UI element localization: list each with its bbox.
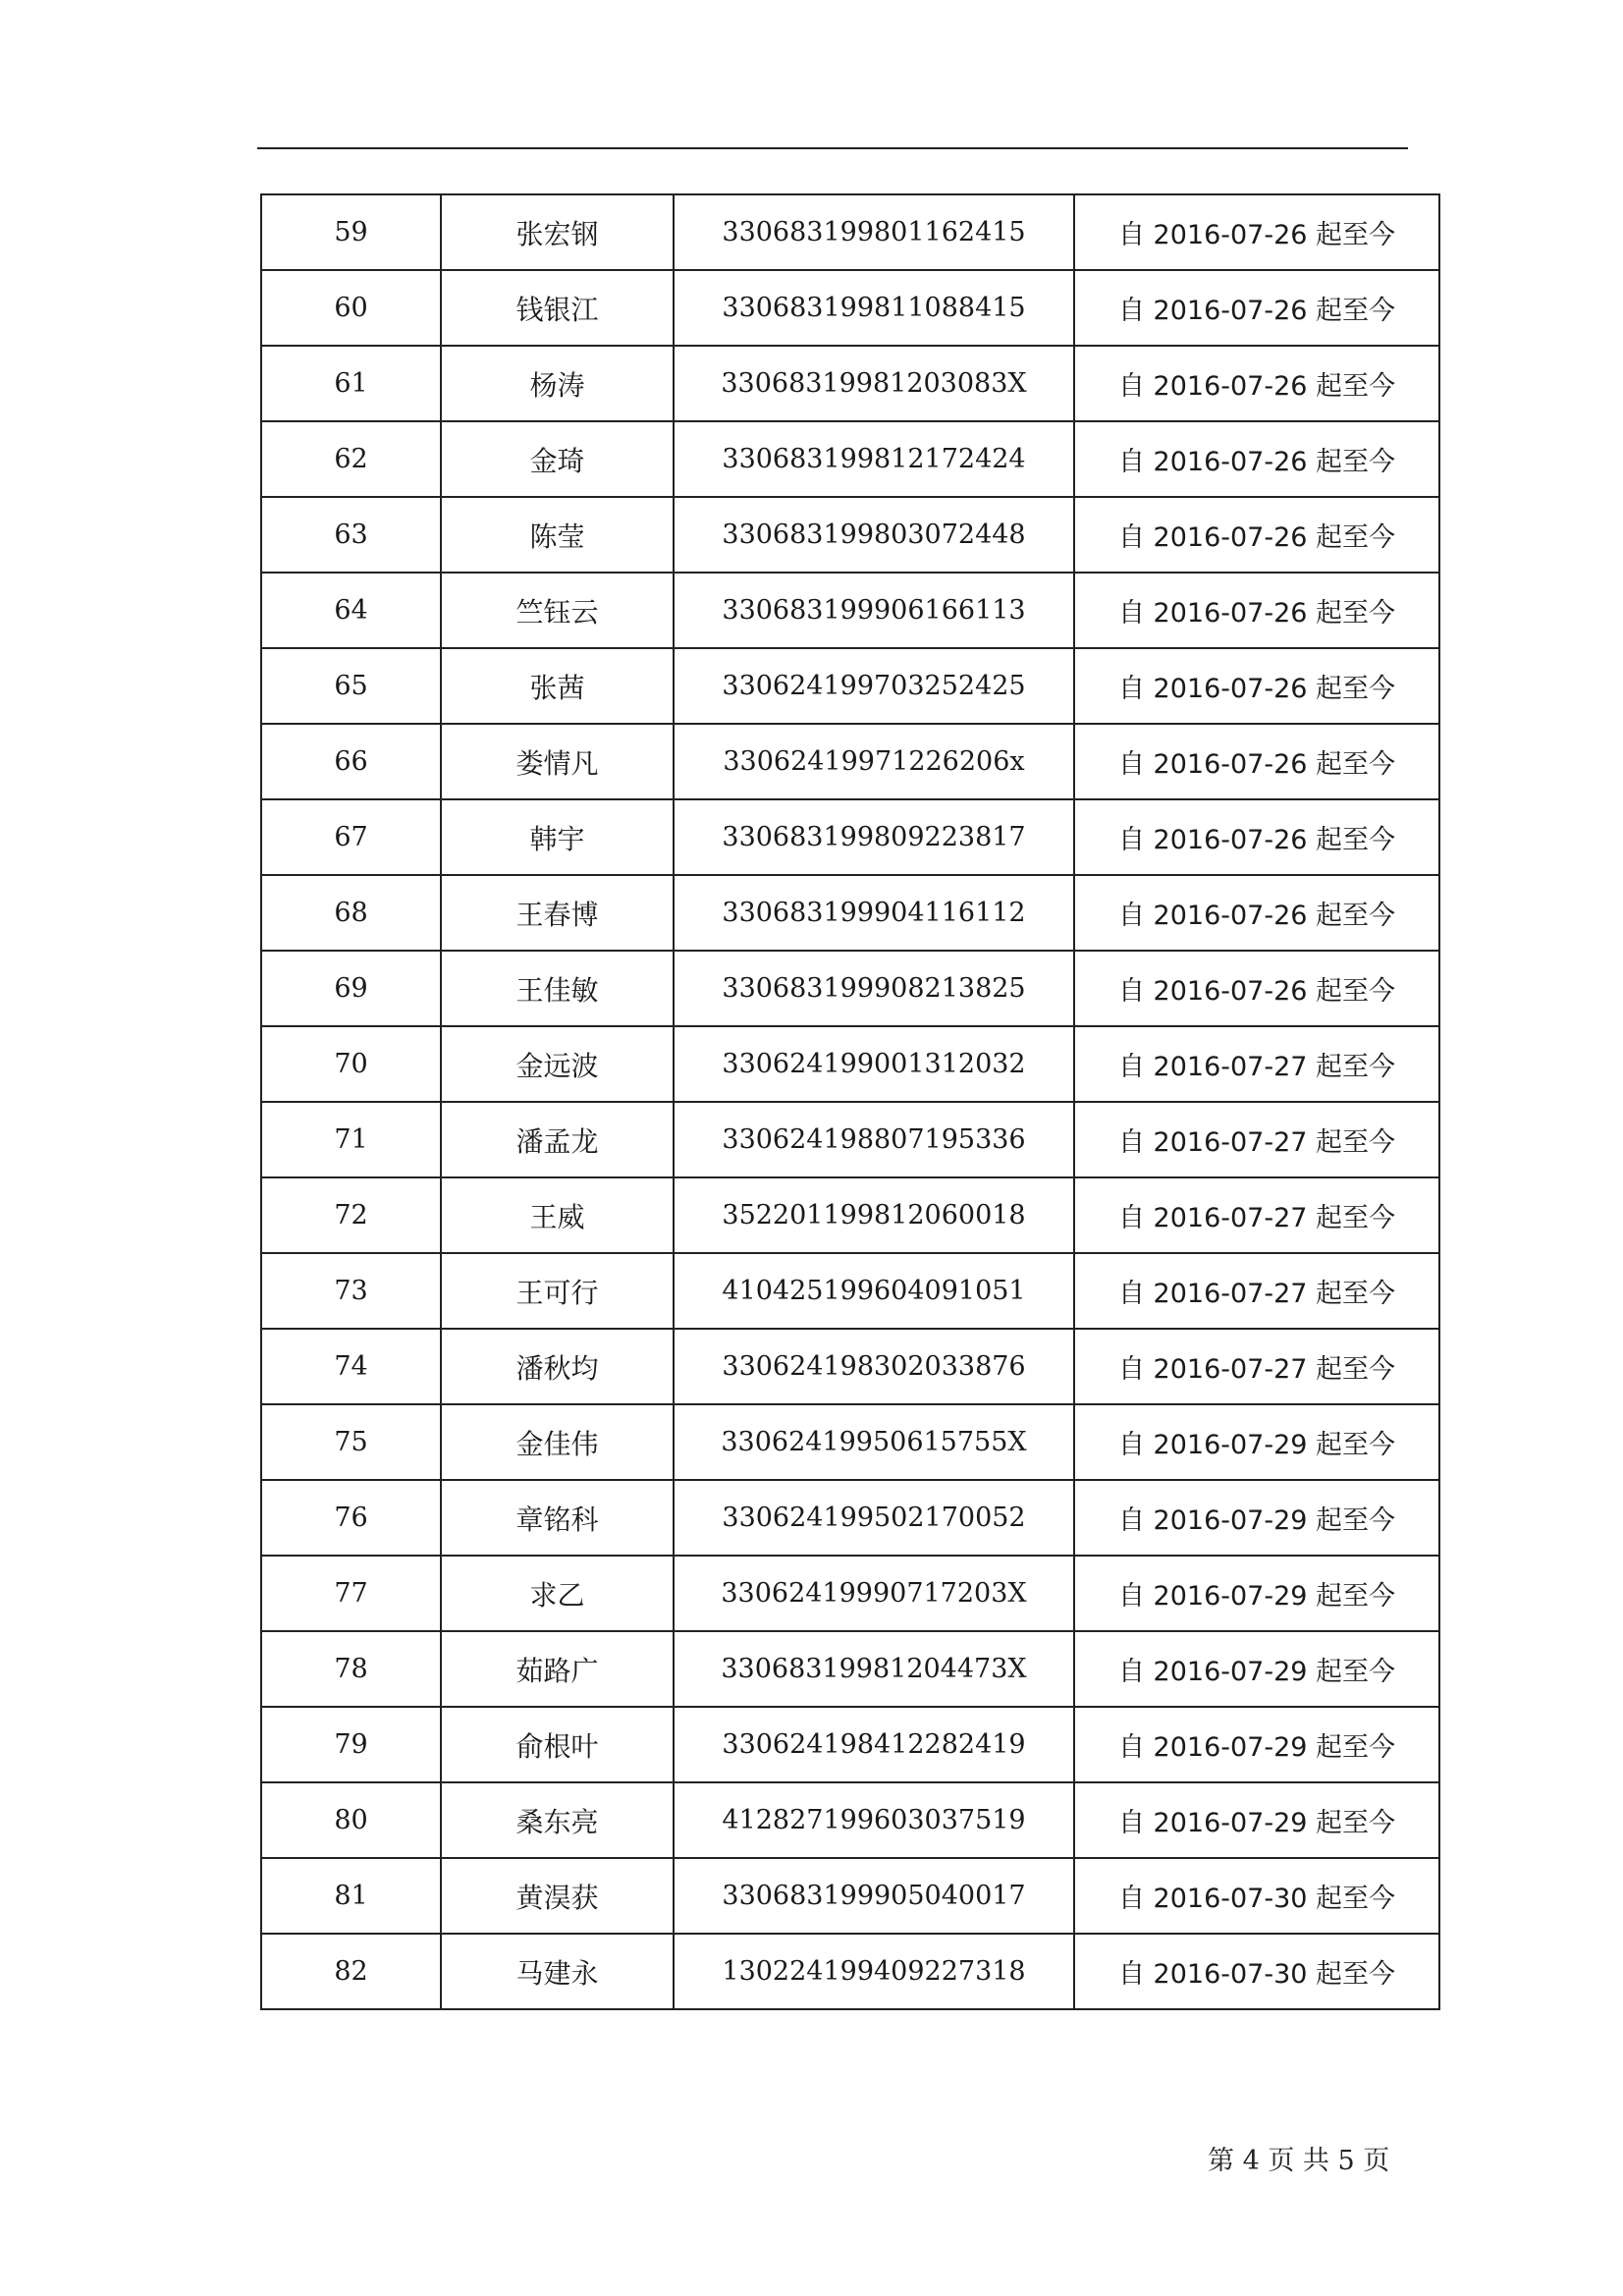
period-text: 自 2016-07-29 起至今: [1074, 1404, 1439, 1480]
table-row: [261, 1102, 1439, 1177]
id-number: 330624199001312032: [674, 1026, 1074, 1102]
person-name: 陈莹: [441, 497, 674, 573]
period-text: 自 2016-07-26 起至今: [1074, 799, 1439, 875]
period-text: 自 2016-07-26 起至今: [1074, 724, 1439, 799]
table-row: [261, 270, 1439, 346]
period-text: 自 2016-07-26 起至今: [1074, 194, 1439, 270]
table-row: [261, 724, 1439, 799]
person-name: 金佳伟: [441, 1404, 674, 1480]
row-number: 59: [261, 194, 441, 270]
person-name: 求乙: [441, 1556, 674, 1631]
person-name: 章铭科: [441, 1480, 674, 1556]
period-text: 自 2016-07-30 起至今: [1074, 1934, 1439, 2009]
row-number: 70: [261, 1026, 441, 1102]
person-name: 金琦: [441, 421, 674, 497]
row-number: 72: [261, 1177, 441, 1253]
table-row: [261, 1026, 1439, 1102]
row-number: 69: [261, 951, 441, 1026]
table-row: [261, 1782, 1439, 1858]
row-number: 68: [261, 875, 441, 951]
id-number: 330624198807195336: [674, 1102, 1074, 1177]
period-text: 自 2016-07-26 起至今: [1074, 648, 1439, 724]
period-text: 自 2016-07-29 起至今: [1074, 1556, 1439, 1631]
row-number: 78: [261, 1631, 441, 1707]
table-row: [261, 648, 1439, 724]
period-text: 自 2016-07-27 起至今: [1074, 1329, 1439, 1404]
row-number: 79: [261, 1707, 441, 1782]
row-number: 77: [261, 1556, 441, 1631]
id-number: 33062419990717203X: [674, 1556, 1074, 1631]
period-text: 自 2016-07-26 起至今: [1074, 573, 1439, 648]
id-number: 330624199502170052: [674, 1480, 1074, 1556]
person-name: 王佳敏: [441, 951, 674, 1026]
id-number: 330683199812172424: [674, 421, 1074, 497]
person-name: 张茜: [441, 648, 674, 724]
period-text: 自 2016-07-27 起至今: [1074, 1102, 1439, 1177]
person-name: 俞根叶: [441, 1707, 674, 1782]
row-number: 81: [261, 1858, 441, 1934]
period-text: 自 2016-07-30 起至今: [1074, 1858, 1439, 1934]
person-name: 桑东亮: [441, 1782, 674, 1858]
row-number: 73: [261, 1253, 441, 1329]
row-number: 60: [261, 270, 441, 346]
table-body: [261, 194, 1439, 2009]
period-text: 自 2016-07-29 起至今: [1074, 1631, 1439, 1707]
row-number: 63: [261, 497, 441, 573]
id-number: 33062419950615755X: [674, 1404, 1074, 1480]
person-name: 金远波: [441, 1026, 674, 1102]
table-row: [261, 1480, 1439, 1556]
id-number: 330683199906166113: [674, 573, 1074, 648]
id-number: 412827199603037519: [674, 1782, 1074, 1858]
person-name: 娄情凡: [441, 724, 674, 799]
id-number: 330683199811088415: [674, 270, 1074, 346]
period-text: 自 2016-07-27 起至今: [1074, 1177, 1439, 1253]
table-row: [261, 1556, 1439, 1631]
period-text: 自 2016-07-29 起至今: [1074, 1782, 1439, 1858]
table-row: [261, 573, 1439, 648]
person-name: 马建永: [441, 1934, 674, 2009]
person-name: 杨涛: [441, 346, 674, 421]
period-text: 自 2016-07-26 起至今: [1074, 270, 1439, 346]
id-number: 330683199904116112: [674, 875, 1074, 951]
table-row: [261, 1177, 1439, 1253]
period-text: 自 2016-07-26 起至今: [1074, 346, 1439, 421]
id-number: 330683199905040017: [674, 1858, 1074, 1934]
row-number: 62: [261, 421, 441, 497]
table-row: [261, 1253, 1439, 1329]
row-number: 80: [261, 1782, 441, 1858]
row-number: 64: [261, 573, 441, 648]
table-row: [261, 1934, 1439, 2009]
row-number: 66: [261, 724, 441, 799]
row-number: 65: [261, 648, 441, 724]
page-number: 第 4 页 共 5 页: [1208, 2146, 1390, 2176]
table-row: [261, 497, 1439, 573]
person-name: 韩宇: [441, 799, 674, 875]
table-row: [261, 951, 1439, 1026]
period-text: 自 2016-07-26 起至今: [1074, 875, 1439, 951]
id-number: 352201199812060018: [674, 1177, 1074, 1253]
person-name: 王可行: [441, 1253, 674, 1329]
table-row: [261, 1858, 1439, 1934]
person-name: 王威: [441, 1177, 674, 1253]
id-number: 330683199809223817: [674, 799, 1074, 875]
person-name: 钱银江: [441, 270, 674, 346]
person-name: 竺钰云: [441, 573, 674, 648]
row-number: 82: [261, 1934, 441, 2009]
id-number: 33068319981204473X: [674, 1631, 1074, 1707]
id-number: 330624198412282419: [674, 1707, 1074, 1782]
person-name: 王春博: [441, 875, 674, 951]
table-row: [261, 346, 1439, 421]
row-number: 71: [261, 1102, 441, 1177]
id-number: 330683199803072448: [674, 497, 1074, 573]
period-text: 自 2016-07-26 起至今: [1074, 421, 1439, 497]
row-number: 75: [261, 1404, 441, 1480]
table-row: [261, 1404, 1439, 1480]
id-number: 33068319981203083X: [674, 346, 1074, 421]
table-row: [261, 421, 1439, 497]
id-number: 130224199409227318: [674, 1934, 1074, 2009]
table-row: [261, 1329, 1439, 1404]
table-row: [261, 799, 1439, 875]
person-name: 潘孟龙: [441, 1102, 674, 1177]
row-number: 67: [261, 799, 441, 875]
id-number: 410425199604091051: [674, 1253, 1074, 1329]
table-row: [261, 1631, 1439, 1707]
period-text: 自 2016-07-29 起至今: [1074, 1707, 1439, 1782]
id-number: 330624199703252425: [674, 648, 1074, 724]
header-rule: [257, 147, 1408, 149]
row-number: 61: [261, 346, 441, 421]
table-row: [261, 194, 1439, 270]
row-number: 76: [261, 1480, 441, 1556]
person-name: 潘秋均: [441, 1329, 674, 1404]
person-name: 张宏钢: [441, 194, 674, 270]
id-number: 33062419971226206x: [674, 724, 1074, 799]
period-text: 自 2016-07-29 起至今: [1074, 1480, 1439, 1556]
id-number: 330683199908213825: [674, 951, 1074, 1026]
personnel-table: [260, 193, 1440, 2010]
row-number: 74: [261, 1329, 441, 1404]
person-name: 黄淏获: [441, 1858, 674, 1934]
period-text: 自 2016-07-26 起至今: [1074, 951, 1439, 1026]
id-number: 330624198302033876: [674, 1329, 1074, 1404]
period-text: 自 2016-07-27 起至今: [1074, 1253, 1439, 1329]
id-number: 330683199801162415: [674, 194, 1074, 270]
period-text: 自 2016-07-26 起至今: [1074, 497, 1439, 573]
table-row: [261, 875, 1439, 951]
table-row: [261, 1707, 1439, 1782]
person-name: 茹路广: [441, 1631, 674, 1707]
period-text: 自 2016-07-27 起至今: [1074, 1026, 1439, 1102]
